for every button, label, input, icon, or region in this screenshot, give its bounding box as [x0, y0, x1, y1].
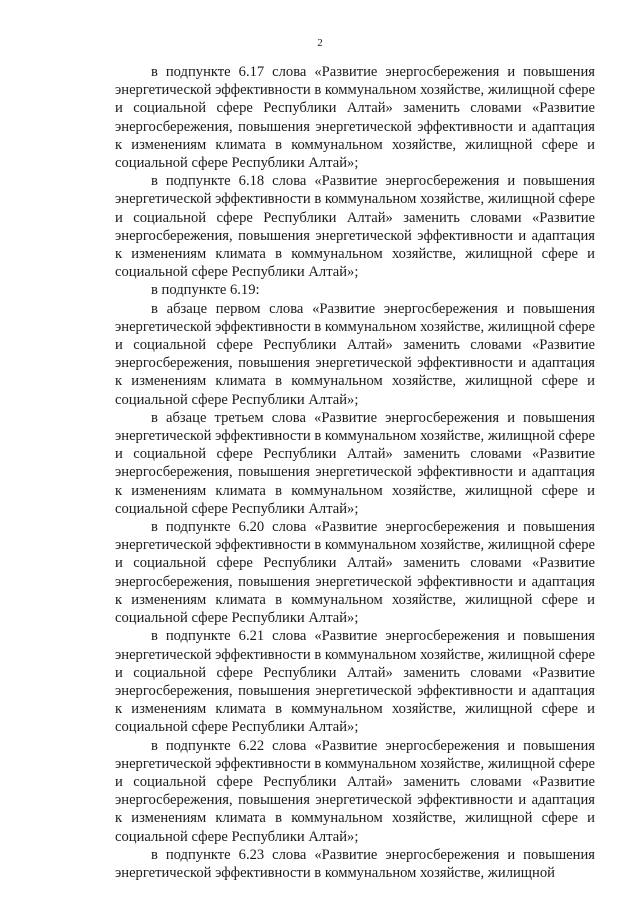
paragraph-subclause-6-17: в подпункте 6.17 слова «Развитие энергосбережения и повышения энергетической эффективности в коммунальном хозяйстве, жилищной сфере и социальной сфере Республики Алтай» заменить словами «Развитие энергосбережения, повышения энергетической эффективности и адаптация к изменениям климата в коммунальном хозяйстве, жилищной сфере и социальной сфере Республики Алтай»;	[115, 64, 595, 172]
page-number: 2	[317, 37, 323, 49]
paragraph-subclause-6-20: в подпункте 6.20 слова «Развитие энергосбережения и повышения энергетической эффективности в коммунальном хозяйстве, жилищной сфере и социальной сфере Республики Алтай» заменить словами «Развитие энергосбережения, повышения энергетической эффективности и адаптация к изменениям климата в коммунальном хозяйстве, жилищной сфере и социальной сфере Республики Алтай»;	[115, 519, 595, 627]
paragraph-subclause-6-21: в подпункте 6.21 слова «Развитие энергосбережения и повышения энергетической эффективности в коммунальном хозяйстве, жилищной сфере и социальной сфере Республики Алтай» заменить словами «Развитие энергосбережения, повышения энергетической эффективности и адаптация к изменениям климата в коммунальном хозяйстве, жилищной сфере и социальной сфере Республики Алтай»;	[115, 628, 595, 736]
paragraph-subclause-6-19-third-indent: в абзаце третьем слова «Развитие энергосбережения и повышения энергетической эффективности в коммунальном хозяйстве, жилищной сфере и социальной сфере Республики Алтай» заменить словами «Развитие энергосбережения, повышения энергетической эффективности и адаптация к изменениям климата в коммунальном хозяйстве, жилищной сфере и социальной сфере Республики Алтай»;	[115, 409, 595, 517]
paragraph-subclause-6-22: в подпункте 6.22 слова «Развитие энергосбережения и повышения энергетической эффективности в коммунальном хозяйстве, жилищной сфере и социальной сфере Республики Алтай» заменить словами «Развитие энергосбережения, повышения энергетической эффективности и адаптация к изменениям климата в коммунальном хозяйстве, жилищной сфере и социальной сфере Республики Алтай»;	[115, 737, 595, 845]
document-body	[115, 63, 595, 882]
paragraph-subclause-6-19-first-indent: в абзаце первом слова «Развитие энергосбережения и повышения энергетической эффективности в коммунальном хозяйстве, жилищной сфере и социальной сфере Республики Алтай» заменить словами «Развитие энергосбережения, повышения энергетической эффективности и адаптация к изменениям климата в коммунальном хозяйстве, жилищной сфере и социальной сфере Республики Алтай»;	[115, 300, 595, 408]
paragraph-subclause-6-19-heading: в подпункте 6.19:	[151, 282, 260, 299]
paragraph-subclause-6-23: в подпункте 6.23 слова «Развитие энергосбережения и повышения энергетической эффективности в коммунальном хозяйстве, жилищной	[115, 846, 595, 881]
paragraph-subclause-6-18: в подпункте 6.18 слова «Развитие энергосбережения и повышения энергетической эффективности в коммунальном хозяйстве, жилищной сфере и социальной сфере Республики Алтай» заменить словами «Развитие энергосбережения, повышения энергетической эффективности и адаптация к изменениям климата в коммунальном хозяйстве, жилищной сфере и социальной сфере Республики Алтай»;	[115, 173, 595, 281]
